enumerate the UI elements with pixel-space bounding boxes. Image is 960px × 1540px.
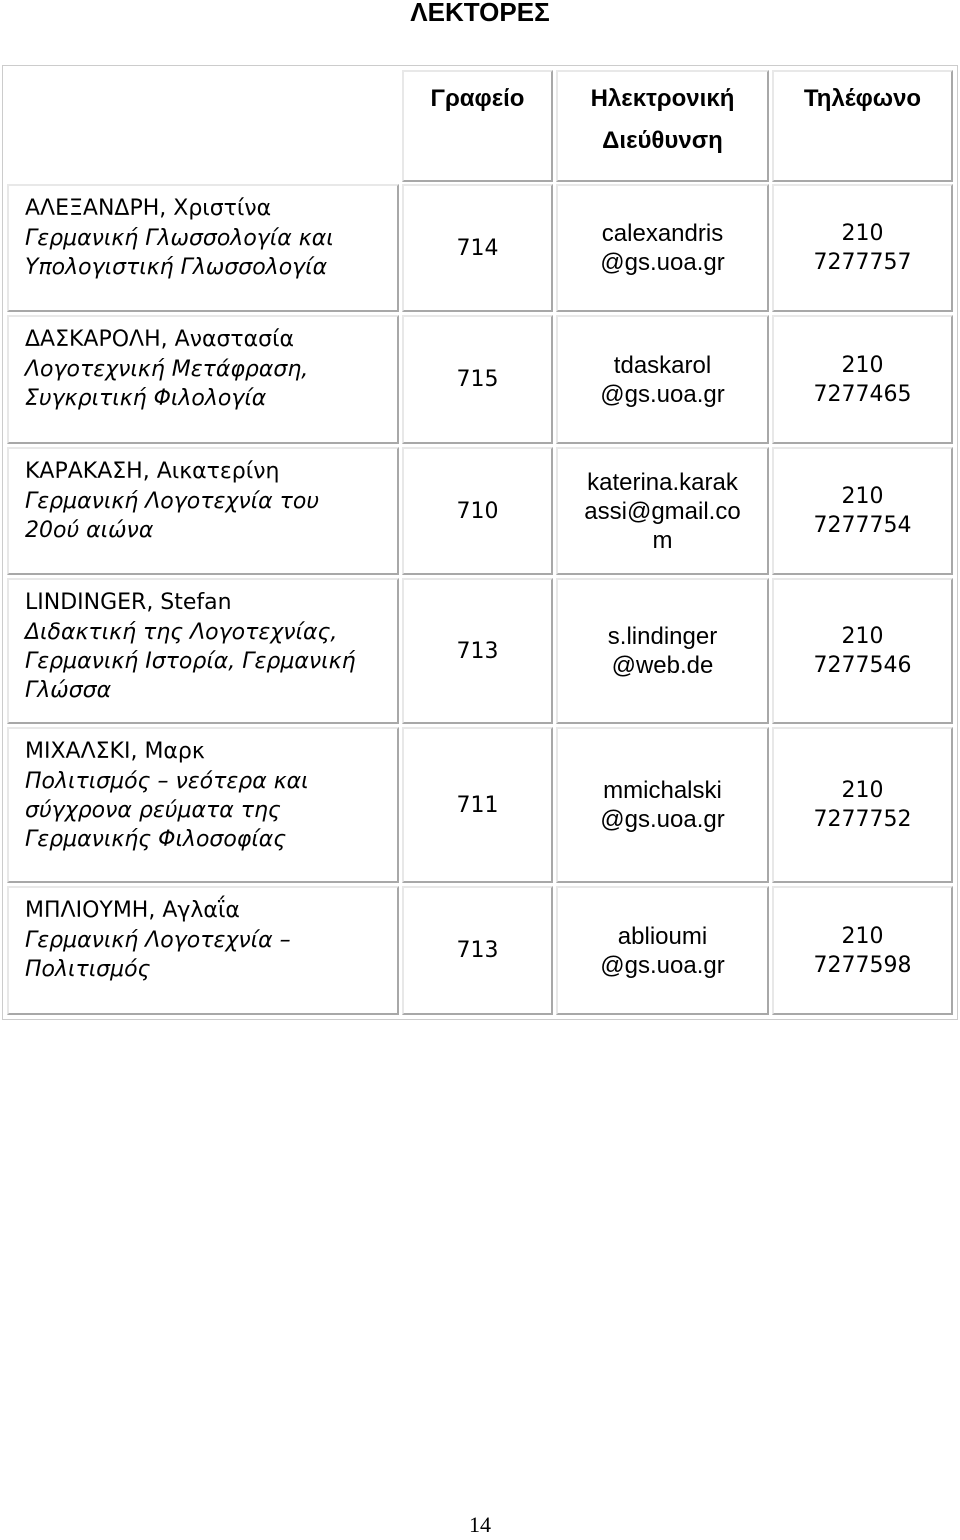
- phone-number: 210 7277598: [813, 923, 912, 978]
- page-title: ΛΕΚΤΟΡΕΣ: [410, 0, 550, 27]
- table-row-lecturer-cell: [7, 886, 399, 1015]
- lecturer-name: ΚΑΡΑΚΑΣΗ, Αικατερίνη: [25, 459, 280, 484]
- header-office-cell: [402, 70, 553, 182]
- office-number: 714: [456, 235, 499, 261]
- email-cell: [556, 184, 769, 312]
- office-number: 713: [456, 938, 499, 963]
- email-address: tdaskarol @gs.uoa.gr: [600, 351, 725, 408]
- lecturer-field: Λογοτεχνική Μετάφραση, Συγκριτική Φιλολογία: [25, 357, 309, 411]
- email-address: mmichalski @gs.uoa.gr: [600, 777, 725, 833]
- email-address: s.lindinger @web.de: [607, 623, 718, 679]
- email-address: calexandris @gs.uoa.gr: [600, 220, 725, 276]
- lecturer-field: Γερμανική Λογοτεχνία του 20ού αιώνα: [25, 489, 320, 543]
- office-cell: [402, 727, 553, 883]
- lecturer-field: Γερμανική Λογοτεχνία – Πολιτισμός: [25, 928, 291, 982]
- phone-cell: [772, 886, 953, 1015]
- lecturer-name: ΜΙΧΑΛΣΚΙ, Μαρκ: [25, 739, 205, 764]
- phone-cell: [772, 447, 953, 575]
- header-email-cell: [556, 70, 769, 182]
- office-cell: [402, 886, 553, 1015]
- office-cell: [402, 315, 553, 444]
- header-email: Ηλεκτρονική Διεύθυνση: [590, 85, 735, 154]
- table-row-lecturer-cell: [7, 578, 399, 724]
- lecturer-name: LINDINGER, Stefan: [25, 590, 232, 615]
- lecturer-field: Γερμανική Γλωσσολογία και Υπολογιστική Γλωσσολογία: [25, 226, 334, 280]
- table-row-lecturer-cell: [7, 315, 399, 444]
- phone-number: 210 7277465: [813, 352, 912, 407]
- lecturer-name: ΔΑΣΚΑΡΟΛΗ, Αναστασία: [25, 327, 295, 352]
- office-cell: [402, 447, 553, 575]
- lecturer-field: Διδακτική της Λογοτεχνίας, Γερμανική Ιστορία, Γερμανική Γλώσσα: [25, 620, 356, 703]
- phone-number: 210 7277752: [813, 778, 912, 832]
- office-number: 713: [456, 638, 499, 664]
- email-cell: [556, 727, 769, 883]
- office-cell: [402, 184, 553, 312]
- page-number: 14: [469, 1512, 491, 1537]
- header-office: Γραφείο: [430, 85, 525, 112]
- phone-cell: [772, 184, 953, 312]
- email-cell: [556, 886, 769, 1015]
- header-phone: Τηλέφωνο: [803, 85, 922, 112]
- office-number: 711: [456, 792, 499, 818]
- phone-cell: [772, 727, 953, 883]
- table-row-lecturer-cell: [7, 447, 399, 575]
- table-row-lecturer-cell: [7, 184, 399, 312]
- lecturer-field: Πολιτισμός – νεότερα και σύγχρονα ρεύματα της Γερμανικής Φιλοσοφίας: [25, 769, 309, 852]
- office-number: 710: [456, 498, 499, 524]
- office-number: 715: [456, 367, 499, 392]
- email-cell: [556, 447, 769, 575]
- email-cell: [556, 578, 769, 724]
- phone-number: 210 7277546: [813, 624, 912, 678]
- lecturer-name: ΑΛΕΞΑΝΔΡΗ, Χριστίνα: [25, 196, 272, 221]
- office-cell: [402, 578, 553, 724]
- email-address: katerina.karak assi@gmail.co m: [584, 468, 741, 554]
- header-phone-cell: [772, 70, 953, 182]
- phone-cell: [772, 578, 953, 724]
- phone-number: 210 7277754: [813, 484, 912, 538]
- lecturer-name: ΜΠΛΙΟΥΜΗ, Αγλαΐα: [25, 898, 240, 923]
- phone-cell: [772, 315, 953, 444]
- email-cell: [556, 315, 769, 444]
- phone-number: 210 7277757: [813, 221, 912, 275]
- table-row-lecturer-cell: [7, 727, 399, 883]
- email-address: ablioumi @gs.uoa.gr: [600, 922, 725, 979]
